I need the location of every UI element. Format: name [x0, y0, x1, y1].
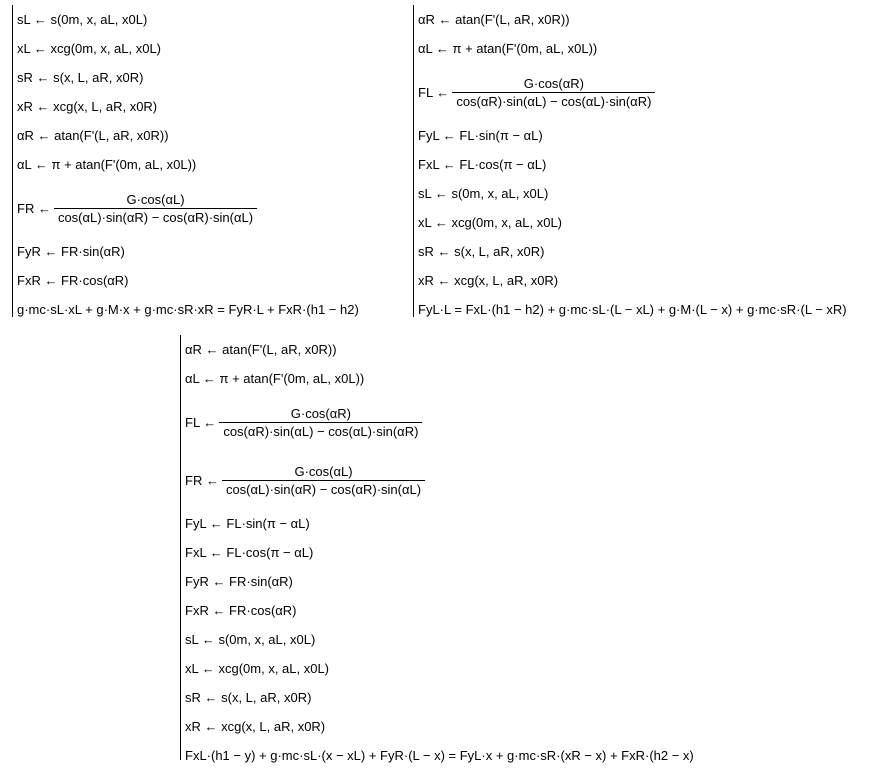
fraction-denominator: cos(αR)·sin(αL) − cos(αL)·sin(αR) — [223, 423, 419, 439]
fraction-numerator: G·cos(αR) — [219, 405, 422, 423]
equation-line: sL ← s(0m, x, aL, x0L) — [17, 12, 148, 27]
fraction-equation — [185, 393, 745, 451]
equation-block-bottom — [180, 335, 745, 763]
equation-line: xL ← xcg(0m, x, aL, x0L) — [418, 215, 563, 230]
fraction — [54, 191, 257, 226]
equation-lhs: FR ← — [17, 200, 51, 216]
equation-line: xR ← xcg(x, L, aR, x0R) — [185, 719, 326, 734]
equation-line: αR ← atan(F'(L, aR, x0R)) — [185, 342, 337, 357]
fraction-equation — [418, 63, 884, 121]
fraction-denominator: cos(αL)·sin(αR) − cos(αR)·sin(αL) — [57, 209, 254, 225]
fraction-numerator: G·cos(αL) — [54, 191, 257, 209]
equation-line: sR ← s(x, L, aR, x0R) — [185, 690, 312, 705]
equation-line: xL ← xcg(0m, x, aL, x0L) — [185, 661, 330, 676]
equation-lhs: FL ← — [418, 84, 450, 100]
equation-line: FxL ← FL·cos(π − αL) — [185, 545, 314, 560]
equation-line: g·mc·sL·xL + g·M·x + g·mc·sR·xR = FyR·L + FxR·(h1 − h2) — [17, 302, 359, 317]
fraction — [222, 463, 425, 498]
equation-line: FyL ← FL·sin(π − αL) — [185, 516, 310, 531]
equation-line: sL ← s(0m, x, aL, x0L) — [185, 632, 316, 647]
equation-block-right — [413, 5, 884, 317]
equation-line: FxR ← FR·cos(αR) — [17, 273, 129, 288]
equation-line: FxL ← FL·cos(π − αL) — [418, 157, 547, 172]
equation-line: FyR ← FR·sin(αR) — [185, 574, 293, 589]
fraction-equation — [185, 451, 745, 509]
equation-lhs: FL ← — [185, 414, 217, 430]
equation-line: FxR ← FR·cos(αR) — [185, 603, 297, 618]
equation-line: sR ← s(x, L, aR, x0R) — [418, 244, 545, 259]
equation-line: FyL·L = FxL·(h1 − h2) + g·mc·sL·(L − xL) + g·M·(L − x) + g·mc·sR·(L − xR) — [418, 302, 847, 317]
equation-line: FyL ← FL·sin(π − αL) — [418, 128, 543, 143]
equation-block-left — [12, 5, 412, 317]
equation-line: xR ← xcg(x, L, aR, x0R) — [17, 99, 158, 114]
fraction-numerator: G·cos(αL) — [222, 463, 425, 481]
equation-line: xR ← xcg(x, L, aR, x0R) — [418, 273, 559, 288]
equation-line: sR ← s(x, L, aR, x0R) — [17, 70, 144, 85]
fraction — [452, 75, 655, 110]
fraction-denominator: cos(αR)·sin(αL) − cos(αL)·sin(αR) — [456, 93, 652, 109]
fraction-denominator: cos(αL)·sin(αR) − cos(αR)·sin(αL) — [225, 481, 422, 497]
equation-line: FyR ← FR·sin(αR) — [17, 244, 125, 259]
equation-line: αL ← π + atan(F'(0m, aL, x0L)) — [17, 157, 197, 172]
equation-lhs: FR ← — [185, 472, 219, 488]
fraction-equation — [17, 179, 412, 237]
equation-line: αR ← atan(F'(L, aR, x0R)) — [17, 128, 169, 143]
equation-line: sL ← s(0m, x, aL, x0L) — [418, 186, 549, 201]
fraction — [219, 405, 422, 440]
equation-line: xL ← xcg(0m, x, aL, x0L) — [17, 41, 162, 56]
equation-line: αL ← π + atan(F'(0m, aL, x0L)) — [418, 41, 598, 56]
equation-line: αR ← atan(F'(L, aR, x0R)) — [418, 12, 570, 27]
equation-line: FxL·(h1 − y) + g·mc·sL·(x − xL) + FyR·(L − x) = FyL·x + g·mc·sR·(xR − x) + FxR·(h2 − x) — [185, 748, 694, 763]
equation-line: αL ← π + atan(F'(0m, aL, x0L)) — [185, 371, 365, 386]
fraction-numerator: G·cos(αR) — [452, 75, 655, 93]
